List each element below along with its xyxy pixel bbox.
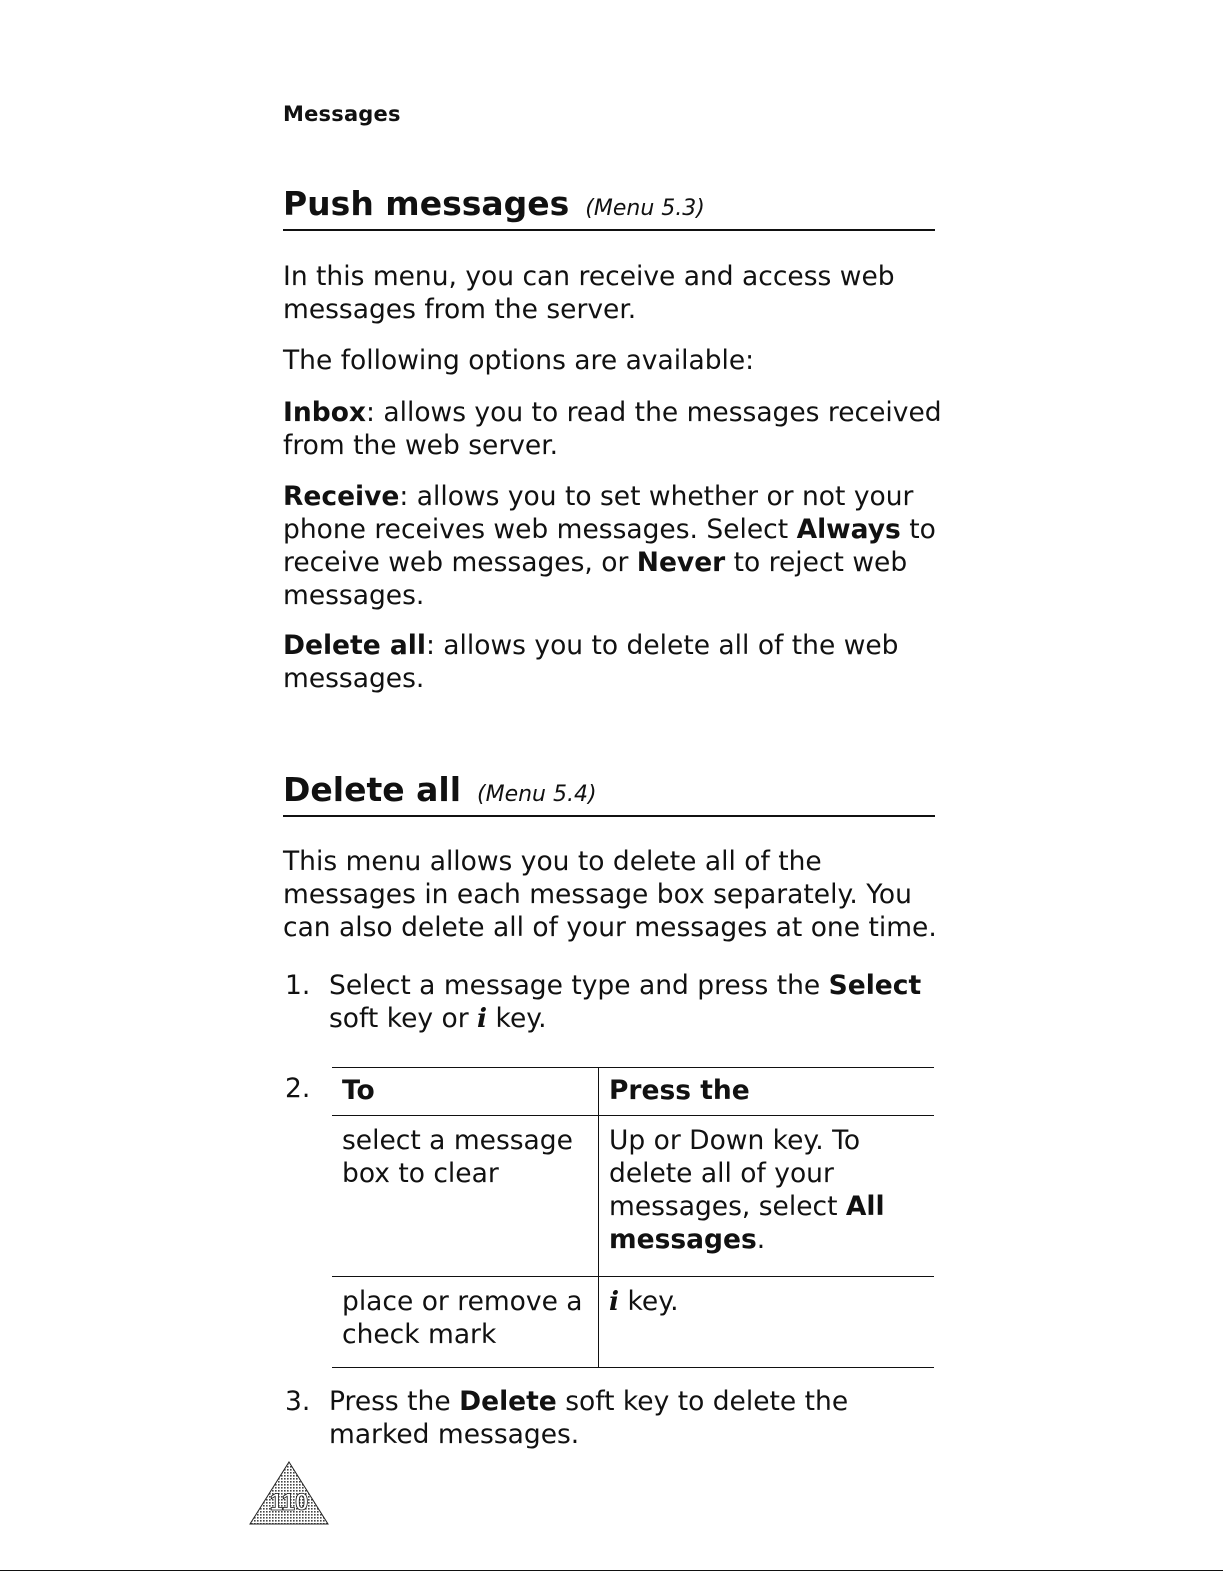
step-3-text <box>329 1385 949 1451</box>
table-header-row <box>332 1068 934 1116</box>
options-intro: The following options are available: <box>283 345 755 376</box>
table-row <box>332 1116 934 1277</box>
option-delete-all-term: Delete all <box>283 630 426 661</box>
table-row-2-to: place or remove a check mark <box>332 1277 599 1368</box>
push-intro: In this menu, you can receive and access web messages from the server. <box>283 261 895 325</box>
step-1-text-c: key. <box>487 1003 547 1034</box>
running-header: Messages <box>283 102 401 126</box>
option-receive-text-a: : allows you to set whether or not your phone receives web messages. Select <box>283 481 914 545</box>
option-delete-all <box>283 629 943 695</box>
option-inbox-term: Inbox <box>283 397 366 428</box>
delete-all-intro: This menu allows you to delete all of the messages in each message box separately. You can also delete all of your messages at one time. <box>283 846 937 943</box>
table-row-1-press <box>599 1116 935 1277</box>
step-3-text-b: soft key to delete the marked messages. <box>329 1386 849 1450</box>
all-messages-label: All messages <box>609 1191 885 1255</box>
table-header-press: Press the <box>599 1068 935 1116</box>
step-3-text-a: Press the <box>329 1386 460 1417</box>
option-inbox-text: : allows you to read the messages received from the web server. <box>283 397 942 461</box>
option-delete-all-text: : allows you to delete all of the web messages. <box>283 630 899 694</box>
page-number: 110 <box>269 1489 309 1516</box>
row-1-press-end: . <box>756 1224 766 1255</box>
table-header-to: To <box>332 1068 599 1116</box>
option-receive-text-b: to receive web messages, or <box>283 514 936 578</box>
option-never: Never <box>636 547 726 578</box>
i-key-icon: i <box>477 1003 488 1034</box>
push-messages-title: Push messages <box>283 184 570 223</box>
key-action-table <box>332 1067 934 1368</box>
step-3-number: 3. <box>285 1386 311 1417</box>
page-bottom-rule <box>0 1570 1223 1571</box>
step-1-text-a: Select a message type and press the <box>329 970 829 1001</box>
push-messages-menu-ref: (Menu 5.3) <box>585 196 705 221</box>
option-always: Always <box>796 514 901 545</box>
delete-all-heading <box>283 770 935 817</box>
step-1-text-b: soft key or <box>329 1003 478 1034</box>
delete-all-title: Delete all <box>283 770 462 809</box>
row-1-press-text: Up or Down key. To delete all of your messages, select <box>609 1125 861 1222</box>
delete-key-label: Delete <box>459 1386 557 1417</box>
option-receive-term: Receive <box>283 481 400 512</box>
option-receive-text-c: to reject web messages. <box>283 547 908 611</box>
step-2-number: 2. <box>285 1073 311 1104</box>
i-key-icon: i <box>609 1286 620 1317</box>
table-row-1-to: select a message box to clear <box>332 1116 599 1277</box>
select-key-label: Select <box>828 970 922 1001</box>
delete-all-menu-ref: (Menu 5.4) <box>477 782 597 807</box>
option-inbox <box>283 396 943 462</box>
step-1-text <box>329 969 949 1035</box>
table-row <box>332 1277 934 1368</box>
table-row-2-press <box>599 1277 935 1368</box>
triangle-icon <box>248 1460 330 1526</box>
step-1-number: 1. <box>285 970 311 1001</box>
page-number-badge <box>248 1460 330 1526</box>
push-messages-heading <box>283 184 935 231</box>
row-2-press-text: key. <box>619 1286 679 1317</box>
option-receive <box>283 480 943 612</box>
